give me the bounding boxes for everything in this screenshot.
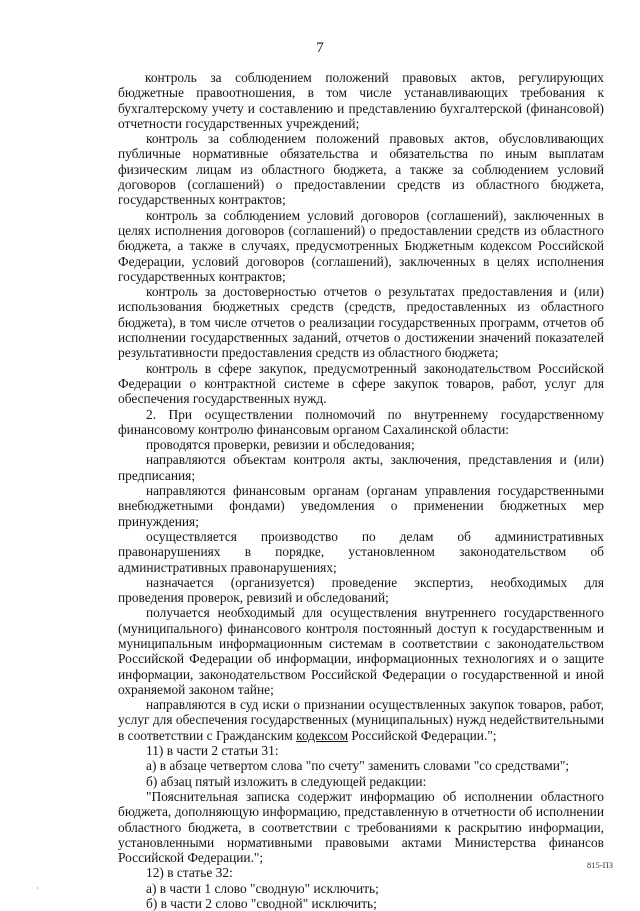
paragraph: контроль за соблюдением условий договоров (соглашений), заключенных в целях исполнения договоров (соглашений) о предоставлении средств из областного бюджета, а также в случаях, предусмотренных Бюджетным кодексом Российской Федерации, условий договоров (соглашений), заключенных в целях исполнения государственных контрактов; bbox=[118, 207, 604, 284]
item-11: 11) в части 2 статьи 31: bbox=[146, 743, 279, 759]
item-12a: а) в части 1 слово "сводную" исключить; bbox=[146, 880, 379, 896]
paragraph: направляются финансовым органам (органам управления государственными внебюджетными фондами) уведомления о применении бюджетных мер принуждения; bbox=[118, 483, 604, 529]
court-paragraph bbox=[118, 697, 604, 743]
item-12b: б) в части 2 слово "сводной" исключить; bbox=[146, 896, 377, 911]
document-code: 815-ПЗ bbox=[587, 860, 613, 870]
court-text-before: направляются в суд иски о признании осуществленных закупок товаров, работ, услуг для обеспечения государственных (муниципальных) нужд недействительными в соответствии с Гражданским bbox=[118, 697, 604, 743]
paragraph: направляются объектам контроля акты, заключения, представления и (или) предписания; bbox=[118, 452, 604, 483]
item-12: 12) в статье 32: bbox=[146, 865, 233, 881]
scan-speck: · bbox=[36, 884, 39, 893]
civil-code-link[interactable]: кодексом bbox=[296, 727, 349, 743]
paragraph: получается необходимый для осуществления внутреннего государственного (муниципального) финансового контроля постоянный доступ к государственным и муниципальным информационным системам в соответствии с законодательством Российской Федерации об информации, информационных технологиях и о защите информации, законодательством Российской Федерации о государственной и иной охраняемой законом тайне; bbox=[118, 605, 604, 697]
paragraph: контроль в сфере закупок, предусмотренный законодательством Российской Федерации о контрактной системе в сфере закупок товаров, работ, услуг для обеспечения государственных нужд. bbox=[118, 360, 604, 407]
paragraph: контроль за соблюдением положений правовых актов, обусловливающих публичные нормативные обязательства и обязательства по иным выплатам физическим лицам из областного бюджета, а также за соблюдением условий договоров (соглашений) о предоставлении средств из областного бюджета, государственных контрактов; bbox=[118, 131, 604, 208]
paragraph: проводятся проверки, ревизии и обследования; bbox=[146, 437, 415, 453]
section-item-2: 2. При осуществлении полномочий по внутреннему государственному финансовому контролю финансовым органом Сахалинской области: bbox=[118, 406, 604, 437]
paragraph: осуществляется производство по делам об административных правонарушениях в порядке, установленном законодательством об административных правонарушениях; bbox=[118, 528, 604, 575]
court-text-after: Российской Федерации."; bbox=[348, 727, 497, 743]
page-number: 7 bbox=[316, 40, 324, 56]
item-11b: б) абзац пятый изложить в следующей редакции: bbox=[146, 773, 427, 789]
paragraph: контроль за соблюдением положений правовых актов, регулирующих бюджетные правоотношения, в том числе устанавливающих требования к бухгалтерскому учету и составлению и представлению бухгалтерской (финансовой) отчетности государственных учреждений; bbox=[118, 70, 604, 131]
quoted-paragraph: "Пояснительная записка содержит информацию об исполнении областного бюджета, дополняющую информацию, представленную в отчетности об исполнении областного бюджета, в соответствии с требованиями к раскрытию информации, установленными нормативными правовыми актами Министерства финансов Российской Федерации."; bbox=[118, 788, 604, 866]
paragraph: контроль за достоверностью отчетов о результатах предоставления и (или) использования бюджетных средств (средств, предоставленных из областного бюджета), в том числе отчетов о реализации государственных программ, отчетов об исполнении государственных заданий, отчетов о достижении значений показателей результативности предоставления средств из областного бюджета; bbox=[118, 284, 604, 361]
item-11a: а) в абзаце четвертом слова "по счету" заменить словами "со средствами"; bbox=[146, 758, 570, 774]
paragraph: назначается (организуется) проведение экспертиз, необходимых для проведения проверок, ревизий и обследований; bbox=[118, 574, 604, 606]
document-body bbox=[118, 70, 604, 911]
